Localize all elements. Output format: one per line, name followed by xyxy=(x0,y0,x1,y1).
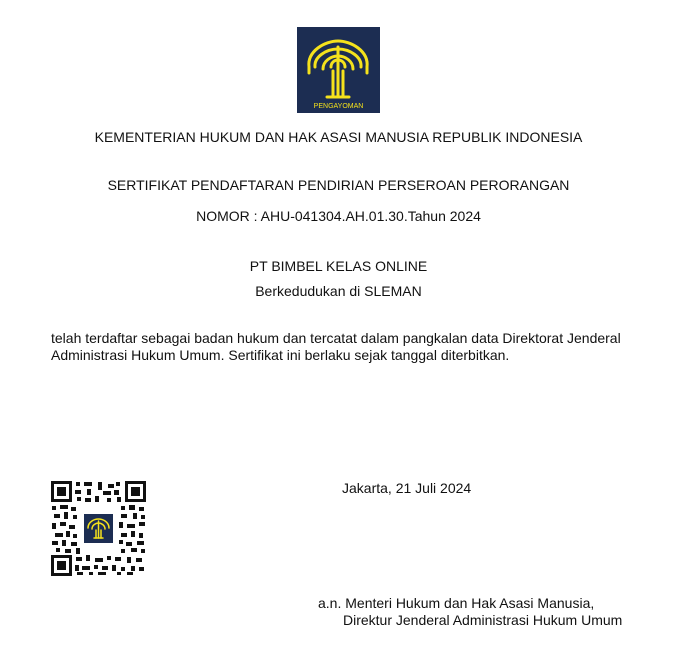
banyan-tree-icon xyxy=(84,514,113,543)
company-name: PT BIMBEL KELAS ONLINE xyxy=(249,258,428,274)
emblem-caption: PENGAYOMAN xyxy=(313,103,364,110)
signatory-line-1: a.n. Menteri Hukum dan Hak Asasi Manusia, xyxy=(318,595,595,611)
issue-place-date: Jakarta, 21 Juli 2024 xyxy=(342,480,472,496)
verification-qr-code xyxy=(51,481,146,576)
certificate-title: SERTIFIKAT PENDAFTARAN PENDIRIAN PERSEROAN PERORANGAN xyxy=(107,177,570,193)
qr-center-emblem xyxy=(82,512,115,545)
ministry-name: KEMENTERIAN HUKUM DAN HAK ASASI MANUSIA REPUBLIK INDONESIA xyxy=(94,129,583,145)
registration-statement: telah terdaftar sebagai badan hukum dan tercatat dalam pangkalan data Direktorat Jenderal Administrasi Hukum Umum. Sertifikat ini berlaku sejak tanggal diterbitkan. xyxy=(51,330,621,363)
banyan-tree-icon xyxy=(297,27,380,113)
signatory-line-2: Direktur Jenderal Administrasi Hukum Umum xyxy=(343,612,623,628)
company-domicile: Berkedudukan di SLEMAN xyxy=(255,283,422,299)
pengayoman-emblem xyxy=(297,27,380,113)
certificate-number: NOMOR : AHU-041304.AH.01.30.Tahun 2024 xyxy=(196,208,481,224)
